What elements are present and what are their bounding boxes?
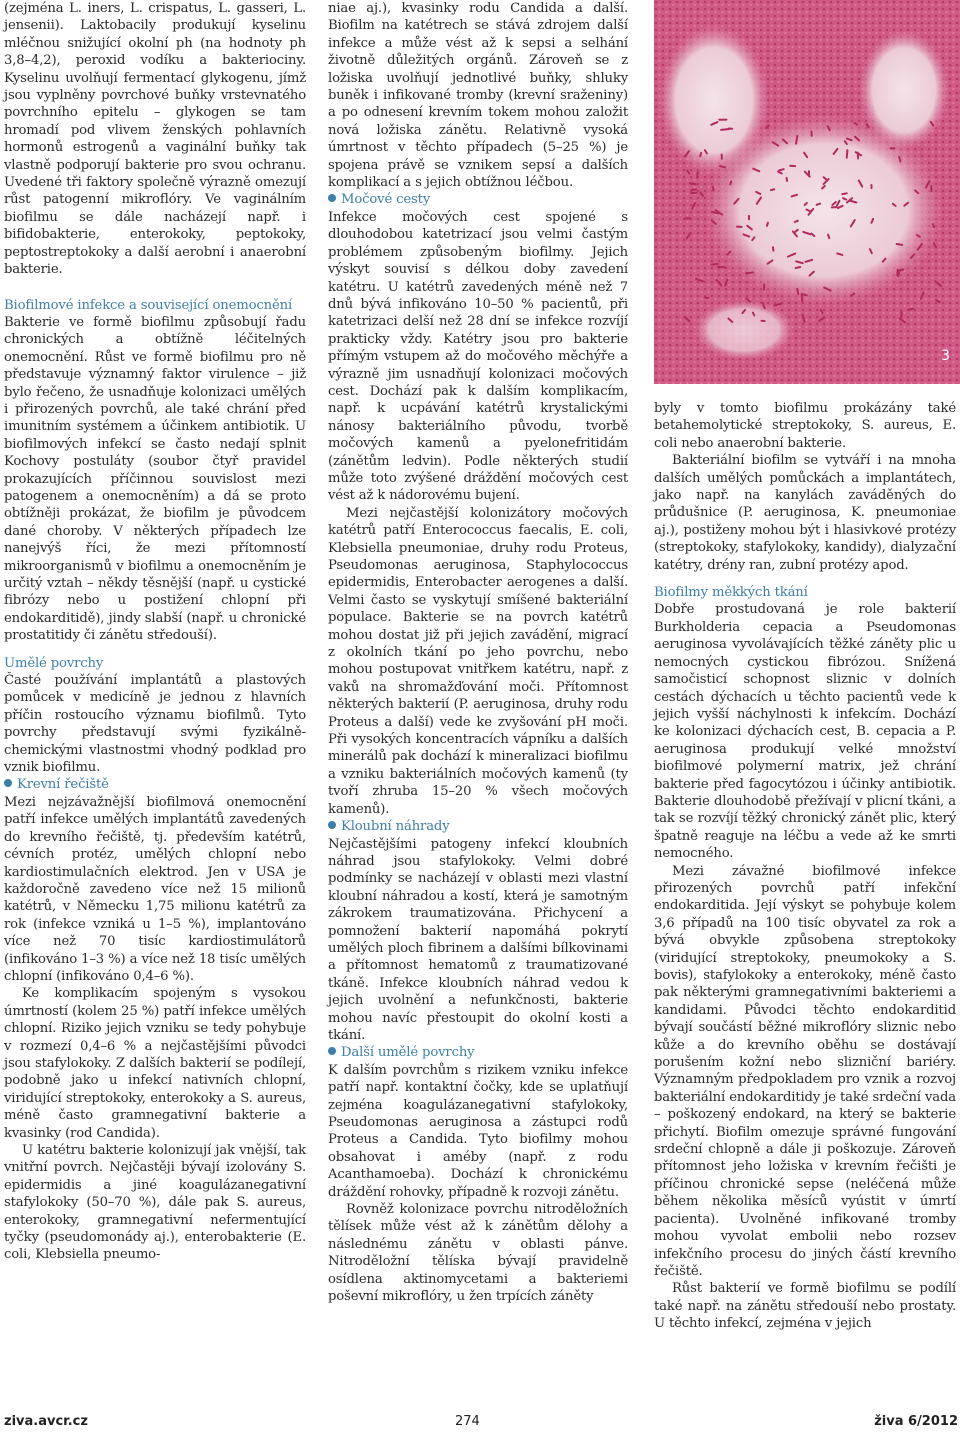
paragraph: Infekce močových cest spojené s dlouhodobou katetrizací jsou velmi častým problémem způsobeným biofilmy. Jejich výskyt souvisí s délkou doby zavedení katétru. U katétrů zavedených méně než 7 dnů bývá infikováno 10–50 % pacientů, při katetrizaci delší než 28 dní se infekce rozvíjí prakticky vždy. Katétry jsou pro bakterie přímým vstupem až do močového měchýře a výrazně jim usnadňují kolonizaci močových cest. Dochází pak k dalším komplikacím, např. k ucpávání katétrů krystalickými nánosy bakteriálního původu, tvorbě močových kamenů a pyelonefritidám (zánětům ledvin). Podle některých studií může toto zvýšené dráždění močových cest vést až k nádorovému bujení. (328, 209, 628, 504)
subsection-heading (4, 776, 306, 793)
subsection-heading-text: Krevní řečiště (17, 777, 109, 793)
bacterium-mark (763, 283, 765, 290)
paragraph: Bakterie ve formě biofilmu způsobují řadu chronických a obtížně léčitelných onemocnění. Růst ve formě biofilmu pro ně představuje významný faktor virulence – již bylo řečeno, že usnadňuje kolonizaci umělých i přirozených povrchů, ale také chrání před imunitním systémem a účinkem antibiotik. U biofilmových infekcí se často nedají splnit Kochovy postuláty (soubor čtyř pravidel prokazujících příčinnou souvislost mezi patogenem a onemocněním) a dá se proto obtížněji prokázat, že biofilm je původcem dané choroby. V některých případech lze nanejvýš říci, že mezi přítomností mikroorganismů v biofilmu a onemocněním je určitý vztah – někdy těsnější (např. u cystické fibrózy nebo u postižení chlopní při endokarditidě), jindy slabší (např. u chronické prostatitidy či zánětu středouší). (4, 314, 306, 644)
paragraph: Ke komplikacím spojeným s vysokou úmrtností (kolem 25 %) patří infekce umělých chlopní. Riziko jejich vzniku se tedy pohybuje v rozmezí 0,4–6 % a nejčastějšími původci jsou stafylokoky. Z dalších bakterií se podílejí, podobně jako u infekcí nativních chlopní, viridující streptokoky, enterokoky a S. aureus, méně často gramnegativní bakterie a kvasinky (rod Candida). (4, 986, 306, 1141)
paragraph: Mezi nejčastější kolonizátory močových katétrů patří Enterococcus faecalis, E. coli, Klebsiella pneumoniae, druhy rodu Proteus, Pseudomonas aeruginosa, Staphylococcus epidermidis, Enterobacter aerogenes a další. Velmi často se vyskytují smíšené bakteriální populace. Bakterie se na povrch katétrů mohou dostat již při jejich zavádění, migrací z okolních tkání po jeho povrchu, nebo mohou postupovat vnitřkem katétru, např. z vaků na shromažďování moči. Přítomnost některých bakterií (P. aeruginosa, druhy rodu Proteus a další) vede ke zvyšování pH moči. Při vysokých koncentracích vápníku a dalších minerálů pak dochází k mineralizaci biofilmu a vzniku bakteriálních močových kamenů (ty tvoří zhruba 15–20 % všech močových kamenů). (328, 505, 628, 817)
bacterium-mark (728, 127, 734, 129)
bacterium-mark (684, 217, 691, 219)
bacterium-mark (870, 184, 872, 189)
bacterium-mark (690, 192, 697, 194)
bacterium-mark (890, 147, 896, 149)
bacterium-mark (718, 119, 727, 121)
subsection-heading-text: Kloubní náhrady (341, 819, 450, 835)
bacterium-mark (760, 320, 765, 322)
subsection-heading-text: Další umělé povrchy (341, 1045, 475, 1061)
page-footer (0, 1412, 960, 1436)
paragraph: Dobře prostudovaná je role bakterií Burkholderia cepacia a Pseudomonas aeruginosa vyvolávajících těžké záněty plic u nemocných cystickou fibrózou. Snížená samočisticí schopnost sliznic v dolních cestách dýchacích u těchto pacientů vede k jejich vyšší náchylnosti k infekcím. Dochází ke kolonizaci dýchacích cest, B. cepacia a P. aeruginosa produkují velké množství biofilmové polymerní matrix, jež chrání bakterie před fagocytózou i účinky antibiotik. Bakterie dlouhodobě přežívají v plicní tkáni, a tak se rozvíjí těžký chronický zánět plic, který špatně reaguje na léčbu a vede až ke smrti nemocného. (654, 602, 956, 862)
footer-issue: živa 6/2012 (874, 1414, 958, 1429)
text-column-2 (328, 0, 628, 1305)
bacterium-mark (900, 311, 902, 318)
paragraph: Časté používání implantátů a plastových pomůcek v medicíně je jednou z hlavních příčin rostoucího významu biofilmů. Tyto povrchy představují svými fyzikálně-chemickými vlastnostmi vhodný podklad pro vznik biofilmu. (4, 673, 306, 776)
bacterium-mark (930, 185, 932, 192)
bullet-icon (328, 194, 336, 202)
footer-website: ziva.avcr.cz (4, 1414, 88, 1429)
bullet-icon (328, 1047, 336, 1055)
paragraph: Růst bakterií ve formě biofilmu se podílí také např. na zánětu středouší nebo prostaty. U těchto infekcí, zejména v jejich (654, 1281, 956, 1332)
paragraph: byly v tomto biofilmu prokázány také betahemolytické streptokoky, S. aureus, E. coli nebo anaerobní bakterie. (654, 401, 956, 451)
bullet-icon (328, 821, 336, 829)
paragraph: Mezi nejzávažnější biofilmová onemocnění patří infekce umělých implantátů zavedených do krevního řečiště, tj. především katétrů, cévních protéz, umělých chlopní nebo kardiostimulačních elektrod. Jen v USA je každoročně zavedeno více než 15 milionů katétrů, v Německu 1,75 milionu katétrů za rok (infekce vzniká u 1–5 %), implantováno více než 70 tisíc kardiostimulátorů (infikováno 1–3 %) a více než 18 tisíc umělých chlopní (infikováno 0,4–6 %). (4, 794, 306, 984)
bacteria-micrograph (654, 0, 960, 384)
subsection-heading (328, 1044, 628, 1061)
paragraph: (zejména L. iners, L. crispatus, L. gasseri, L. jensenii). Laktobacily produkují kyselinu mléčnou snižující okolní ph (na hodnoty ph 3,8–4,2), peroxid vodíku a bakteriociny. Kyselinu uvolňují fermentací glykogenu, jímž jsou vyplněny povrchové buňky vrstevnatého povrchního epitelu – glykogen se tam hromadí pod vlivem ženských pohlavních hormonů estrogenů a vaginální buňky tak vlastně podporují bakterie pro svou ochranu. Uvedené tři faktory společně výrazně omezují růst patogenní mikroflóry. Ve vaginálním biofilmu se dále nacházejí např. i bifidobakterie, enterokoky, peptokoky, peptostreptokoky a další aerobní i anaerobní bakterie. (4, 1, 306, 278)
paragraph: Nejčastějšími patogeny infekcí kloubních náhrad jsou stafylokoky. Velmi dobré podmínky se nacházejí v oblasti mezi vlastní kloubní náhradou a kostí, která je samotným zákrokem traumatizována. Přichycení a pomnožení bakterií napomáhá pokrytí umělých ploch fibrinem a dalšími bílkovinami a přítomnost hematomů z traumatizované tkáně. Infekce kloubních náhrad vedou k jejich uvolnění a nefunkčnosti, bakterie mohou navíc přestoupit do okolní kosti a tkání. (328, 836, 628, 1043)
micrograph-photo (654, 0, 960, 384)
paragraph: U katétru bakterie kolonizují jak vnější, tak vnitřní povrch. Nejčastěji bývají izolovány S. epidermidis a jiné koagulázanegativní stafylokoky (50–70 %), dále pak S. aureus, enterokoky, gramnegativní nefermentující tyčky (pseudomonády aj.), enterobakterie (E. coli, Klebsiella pneumo- (4, 1143, 306, 1263)
section-heading: Biofilmové infekce a související onemocnění (4, 297, 293, 313)
page-number: 274 (455, 1414, 480, 1429)
subsection-heading-text: Močové cesty (341, 192, 431, 208)
section-heading: Biofilmy měkkých tkání (654, 585, 808, 601)
bacterium-mark (748, 215, 750, 220)
paragraph: Rovněž kolonizace povrchu nitroděložních tělísek může vést až k zánětům dělohy a následnému zánětu v oblasti pánve. Nitroděložní tělíska bývají pravidelně osídlena aktinomycetami a bakteriemi poševní mikroflóry, u žen trpících záněty (328, 1202, 628, 1305)
section-heading: Umělé povrchy (4, 655, 104, 671)
bacterium-mark (736, 226, 743, 228)
text-column-1 (4, 0, 306, 1264)
paragraph: Mezi závažné biofilmové infekce přirozených povrchů patří infekční endokarditida. Její výskyt se pohybuje kolem 3,6 případů na 100 tisíc obyvatel za rok a bývá obvykle způsobena streptokoky (viridující streptokoky, pneumokoky a S. bovis), stafylokoky a enterokoky, méně často pak některými gramnegativními bakteriemi a kandidami. Původci těchto endokarditid bývají součástí běžné mikroflóry sliznic nebo kůže a do krevního oběhu se dostávají porušením kožní nebo slizniční bariéry. Významným předpokladem pro vznik a rozvoj bakteriální endokarditidy je také srdeční vada – poškozený endokard, na který se bakterie přichytí. Biofilm omezuje správné fungování srdeční chlopně a dále ji poškozuje. Zároveň přítomnost jeho ložiska v krevním řečišti je příčinou chronické sepse (neléčená může během několika měsíců vyústit v úmrtí pacienta). Uvolněné infikované tromby mohou vyvolat embolii nebo rozsev infekčního procesu do jiných částí krevního řečiště. (654, 863, 956, 1279)
bacterium-mark (831, 206, 837, 208)
figure-number: 3 (941, 348, 950, 364)
subsection-heading (328, 191, 628, 208)
paragraph: niae aj.), kvasinky rodu Candida a další. Biofilm na katétrech se stává zdrojem další infekce a může vést až k sepsi a selhání životně důležitých orgánů. Zároveň se z ložiska uvolňují jednotlivé buňky, shluky buněk i infikované tromby (krevní sraženiny) a po odnesení krevním tokem mohou založit nová ložiska zánětu. Relativně vysoká úmrtnost v těchto případech (5–25 %) je spojena právě se vznikem sepsí a dalších komplikací a s jejich obtížnou léčbou. (328, 1, 628, 191)
paragraph: K dalším povrchům s rizikem vzniku infekce patří např. kontaktní čočky, kde se uplatňují zejména koagulázanegativní stafylokoky, Pseudomonas aeruginosa a zástupci rodů Proteus a Candida. Tyto biofilmy mohou obsahovat i améby (např. z rodu Acanthamoeba). Dochází k chronickému dráždění rohovky, případně k rozvoji zánětu. (328, 1062, 628, 1200)
bacterium-mark (810, 130, 812, 136)
paragraph: Bakteriální biofilm se vytváří i na mnoha dalších umělých pomůckách a implantátech, jako např. na kanylách zaváděných do průdušnice (P. aeruginosa, K. pneumoniae aj.), postiženy mohou být i hlasivkové protézy (streptokoky, stafylokoky, kandidy), dialyzační katétry, drény ran, zubní protézy apod. (654, 453, 956, 573)
text-column-3 (654, 400, 956, 1333)
bullet-icon (4, 779, 12, 787)
bacterium-mark (721, 153, 723, 159)
subsection-heading (328, 818, 628, 835)
